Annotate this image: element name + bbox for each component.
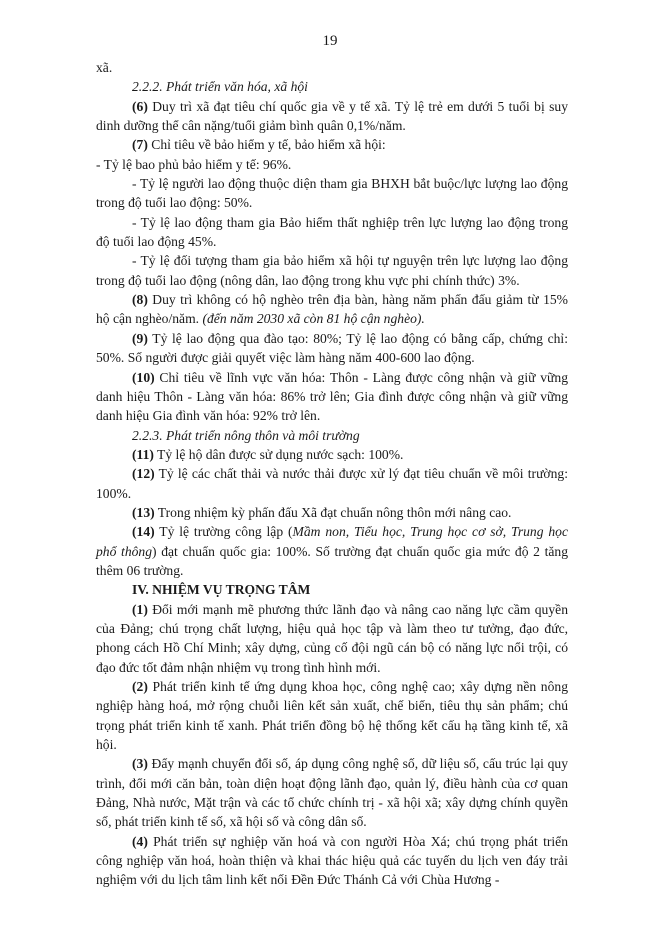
paragraph-text: Đổi mới mạnh mẽ phương thức lãnh đạo và nâng cao năng lực cầm quyền của Đảng; chú trọng chất lượng, hiệu quả học tập và làm theo tư tưởng, đạo đức, phong cách Hồ Chí Minh; xây dựng, củng cố đội ngũ cán bộ có năng lực nổi trội, có đạo đức tốt đảm nhận nhiệm vụ trong tình hình mới.	[96, 601, 568, 675]
item-number: (1)	[132, 601, 148, 617]
item-number: (2)	[132, 679, 148, 694]
item-number: (13)	[132, 504, 155, 520]
paragraph-text: Trong nhiệm kỳ phấn đấu Xã đạt chuẩn nông thôn mới nâng cao.	[154, 504, 512, 520]
item-number: (9)	[132, 330, 148, 346]
paragraph-text: ) đạt chuẩn quốc gia: 100%. Số trường đạt chuẩn quốc gia mức độ 2 tăng thêm 06 trường.	[96, 543, 568, 578]
paragraph-text: Chỉ tiêu về bảo hiểm y tế, bảo hiểm xã hội:	[147, 137, 386, 153]
paragraph-12	[96, 464, 568, 503]
item-number: (4)	[132, 833, 148, 849]
paragraph-text: Tỷ lệ trường công lập (	[154, 524, 293, 540]
section-2-2-3-heading: 2.2.3. Phát triển nông thôn và môi trường	[132, 427, 360, 443]
paragraph-text: Phát triển sự nghiệp văn hoá và con người Hòa Xá; chú trọng phát triển công nghiệp văn hoá, hoàn thiện và khai thác hiệu quả các tuyến du lịch ven đáy trải nghiệm với du lịch tâm linh kết nối Đền Đức Thánh Cả với Chùa Hương -	[96, 833, 568, 888]
paragraph-11	[96, 445, 568, 464]
paragraph-9	[96, 329, 568, 368]
paragraph-7-bullet-a: - Tỷ lệ bao phủ bảo hiểm y tế: 96%.	[96, 156, 292, 172]
task-2	[96, 677, 568, 754]
line-xa: xã.	[96, 60, 113, 75]
item-number: (8)	[132, 292, 148, 308]
item-number: (14)	[132, 524, 155, 540]
paragraph-7-bullet-b: - Tỷ lệ người lao động thuộc diện tham gia BHXH bắt buộc/lực lượng lao động trong độ tuổi lao động: 50%.	[96, 176, 568, 211]
paragraph-text: Tỷ lệ lao động qua đào tạo: 80%; Tỷ lệ lao động có bằng cấp, chứng chỉ: 50%. Số người được giải quyết việc làm hàng năm 400-600 lao động.	[96, 330, 568, 366]
paragraph-8	[96, 290, 568, 329]
item-number: (12)	[132, 466, 155, 482]
paragraph-14	[96, 522, 568, 580]
section-iv-heading: IV. NHIỆM VỤ TRỌNG TÂM	[132, 582, 311, 598]
item-number: (6)	[132, 98, 148, 114]
document-body	[96, 58, 568, 890]
paragraph-text: Tỷ lệ các chất thải và nước thải được xử lý đạt tiêu chuẩn về môi trường: 100%.	[96, 466, 568, 501]
paragraph-note: (đến năm 2030 xã còn 81 hộ cận nghèo).	[202, 311, 425, 327]
paragraph-10	[96, 368, 568, 426]
paragraph-7-bullet-d: - Tỷ lệ đối tượng tham gia bảo hiểm xã hội tự nguyện trên lực lượng lao động trong độ tuổi lao động (nông dân, lao động trong khu vực phi chính thức) 3%.	[96, 253, 568, 288]
item-number: (7)	[132, 137, 148, 153]
page-number: 19	[322, 33, 338, 49]
task-4	[96, 832, 568, 890]
paragraph-text: Chỉ tiêu về lĩnh vực văn hóa: Thôn - Làng được công nhận và giữ vững danh hiệu Thôn - Làng văn hóa: 86% trở lên; Gia đình được công nhận và giữ vững danh hiệu Gia đình văn hóa: 92% trở lên.	[96, 369, 568, 424]
item-number: (10)	[132, 369, 155, 385]
item-number: (11)	[132, 446, 154, 462]
paragraph-text: Phát triển kinh tế ứng dụng khoa học, công nghệ cao; xây dựng nền nông nghiệp hàng hoá, mở rộng chuỗi liên kết sản xuất, chế biến, tiêu thụ sản phẩm; chú trọng phát triển kinh tế xanh. Phát triển đồng bộ hệ thống kết cấu hạ tầng kinh tế, xã hội.	[96, 679, 568, 753]
paragraph-text: Duy trì không có hộ nghèo trên địa bàn, hàng năm phấn đấu giảm từ 15% hộ cận nghèo/năm.	[96, 292, 568, 327]
paragraph-text: Tỷ lệ hộ dân được sử dụng nước sạch: 100%.	[153, 446, 404, 462]
paragraph-13	[96, 503, 568, 522]
paragraph-7	[96, 135, 568, 154]
paragraph-7-bullet-c: - Tỷ lệ lao động tham gia Bảo hiểm thất nghiệp trên lực lượng lao động trong độ tuổi lao động 45%.	[96, 214, 568, 250]
school-levels: Mầm non, Tiểu học, Trung học cơ sở, Trung học phổ thông	[96, 524, 568, 559]
paragraph-text: Duy trì xã đạt tiêu chí quốc gia về y tế xã. Tỷ lệ trẻ em dưới 5 tuổi bị suy dinh dưỡng thể cân nặng/tuổi giảm bình quân 0,1%/năm.	[96, 98, 568, 134]
paragraph-text: Đẩy mạnh chuyển đổi số, áp dụng công nghệ số, dữ liệu số, cấu trúc lại quy trình, đổi mới căn bản, toàn diện hoạt động lãnh đạo, quản lý, điều hành của cơ quan Đảng, Nhà nước, Mặt trận và các tổ chức chính trị - xã hội xã; xây dựng chính quyền số, phát triển kinh tế số, xã hội số và công dân số.	[96, 756, 568, 830]
item-number: (3)	[132, 756, 148, 772]
section-2-2-2-heading: 2.2.2. Phát triển văn hóa, xã hội	[132, 79, 308, 95]
task-3	[96, 754, 568, 831]
task-1	[96, 600, 568, 677]
paragraph-6	[96, 97, 568, 136]
